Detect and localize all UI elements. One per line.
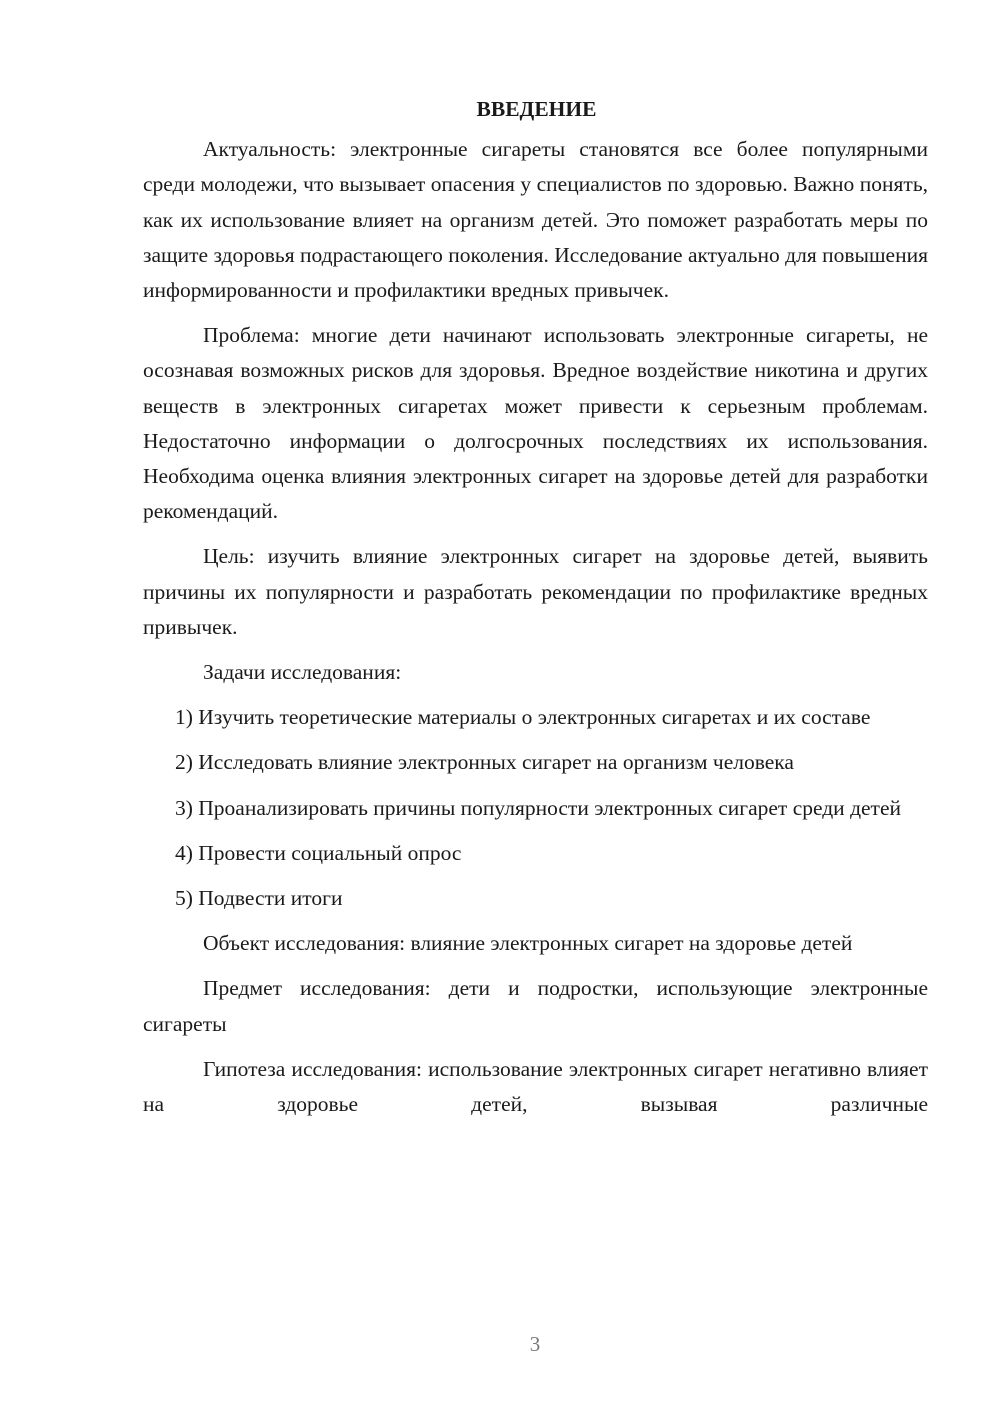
page-number: 3 (529, 1332, 541, 1356)
task-item: 4) Провести социальный опрос (175, 840, 462, 865)
goal-paragraph: Цель: изучить влияние электронных сигарет на здоровье детей, выявить причины их популярности и разработать рекомендации по профилактике вредных привычек. (143, 544, 928, 639)
subject-paragraph: Предмет исследования: дети и подростки, использующие электронные сигареты (143, 976, 928, 1036)
task-item: 1) Изучить теоретические материалы о электронных сигаретах и их составе (175, 705, 871, 730)
object-paragraph: Объект исследования: влияние электронных сигарет на здоровье детей (203, 931, 853, 956)
task-item: 3) Проанализировать причины популярности электронных сигарет среди детей (175, 795, 901, 820)
task-item: 2) Исследовать влияние электронных сигарет на организм человека (175, 750, 794, 775)
tasks-heading: Задачи исследования: (203, 660, 402, 685)
document-page (143, 92, 928, 1132)
page-title: ВВЕДЕНИЕ (476, 97, 597, 121)
relevance-paragraph: Актуальность: электронные сигареты становятся все более популярными среди молодежи, что вызывает опасения у специалистов по здоровью. Важно понять, как их использование влияет на организм детей. Это поможет разработать меры по защите здоровья подрастающего поколения. Исследование актуально для повышения информированности и профилактики вредных привычек. (143, 137, 928, 303)
problem-paragraph: Проблема: многие дети начинают использовать электронные сигареты, не осознавая возможных рисков для здоровья. Вредное воздействие никотина и других веществ в электронных сигаретах может привести к серьезным проблемам. Недостаточно информации о долгосрочных последствиях их использования. Необходима оценка влияния электронных сигарет на здоровье детей для разработки рекомендаций. (143, 323, 928, 524)
hypothesis-paragraph: Гипотеза исследования: использование электронных сигарет негативно влияет на здоровье детей, вызывая различные (143, 1056, 928, 1117)
task-item: 5) Подвести итоги (175, 886, 343, 911)
